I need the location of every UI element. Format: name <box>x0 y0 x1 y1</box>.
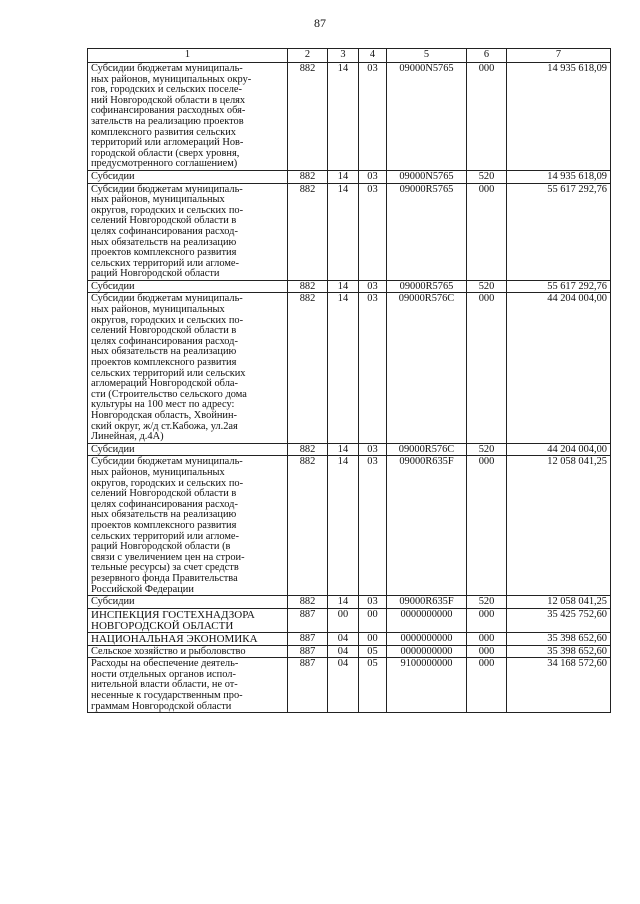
row-expense-type-cell: 000 <box>467 293 507 443</box>
row-section-cell: 14 <box>328 63 359 171</box>
table-row <box>88 658 611 713</box>
row-ministry-cell: 882 <box>288 456 328 596</box>
row-amount-cell: 55 617 292,76 <box>507 183 611 280</box>
row-section-cell: 04 <box>328 658 359 713</box>
row-expense-type-cell: 000 <box>467 183 507 280</box>
row-name-cell: Субсидии <box>88 170 288 183</box>
row-expense-type-cell: 520 <box>467 596 507 609</box>
row-ministry-cell: 887 <box>288 645 328 658</box>
row-name-cell: Субсидии <box>88 280 288 293</box>
row-subsection-cell: 03 <box>359 280 387 293</box>
row-expense-type-cell: 000 <box>467 658 507 713</box>
row-target-article-cell: 09000R5765 <box>387 183 467 280</box>
column-header-name: 1 <box>88 49 288 63</box>
row-ministry-cell: 882 <box>288 293 328 443</box>
row-section-cell: 14 <box>328 183 359 280</box>
row-ministry-cell: 882 <box>288 183 328 280</box>
table-body <box>88 63 611 713</box>
table-row <box>88 645 611 658</box>
row-target-article-cell: 0000000000 <box>387 608 467 632</box>
row-amount-cell: 14 935 618,09 <box>507 170 611 183</box>
table-row <box>88 280 611 293</box>
table-row <box>88 443 611 456</box>
row-name-cell: Субсидии бюджетам муниципаль- ных районов, муниципальных округов, городских и сельских по- селений Новгородской области в целях софинансирования расход- ных обязательств на реализацию проектов комплексного развития сельских территорий или сельских агломераций Новгородской обла- сти (Строительство сельского дома культуры на 100 мест по адресу: Новгородская область, Хвойнин- ский округ, ж/д ст.Кабожа, ул.2ая Линейная, д.4А) <box>88 293 288 443</box>
table-header-row <box>88 49 611 63</box>
row-subsection-cell: 00 <box>359 632 387 645</box>
row-expense-type-cell: 520 <box>467 280 507 293</box>
row-target-article-cell: 09000R5765 <box>387 280 467 293</box>
row-subsection-cell: 03 <box>359 63 387 171</box>
row-target-article-cell: 09000R635F <box>387 596 467 609</box>
row-section-cell: 14 <box>328 456 359 596</box>
row-name-cell: Субсидии <box>88 596 288 609</box>
row-ministry-cell: 882 <box>288 170 328 183</box>
row-section-cell: 04 <box>328 632 359 645</box>
row-subsection-cell: 05 <box>359 658 387 713</box>
column-header-amount: 7 <box>507 49 611 63</box>
row-subsection-cell: 05 <box>359 645 387 658</box>
row-target-article-cell: 0000000000 <box>387 645 467 658</box>
row-subsection-cell: 03 <box>359 596 387 609</box>
row-expense-type-cell: 000 <box>467 632 507 645</box>
row-section-cell: 00 <box>328 608 359 632</box>
row-expense-type-cell: 520 <box>467 443 507 456</box>
row-name-cell: НАЦИОНАЛЬНАЯ ЭКОНОМИКА <box>88 632 288 645</box>
row-ministry-cell: 887 <box>288 608 328 632</box>
row-subsection-cell: 03 <box>359 456 387 596</box>
row-section-cell: 14 <box>328 280 359 293</box>
row-amount-cell: 14 935 618,09 <box>507 63 611 171</box>
column-header-target-article: 5 <box>387 49 467 63</box>
row-amount-cell: 12 058 041,25 <box>507 596 611 609</box>
row-amount-cell: 35 398 652,60 <box>507 645 611 658</box>
row-section-cell: 14 <box>328 170 359 183</box>
row-target-article-cell: 09000N5765 <box>387 63 467 171</box>
row-name-cell: Субсидии бюджетам муниципаль- ных районов, муниципальных окру- гов, городских и сельских поселе- ний Новгородской области в целях софинансирования расходных обя- зательств на реализацию проектов комплексного развития сельских территорий или агломераций Нов- городской области (сверх уровня, предусмотренного соглашением) <box>88 63 288 171</box>
row-amount-cell: 44 204 004,00 <box>507 443 611 456</box>
row-target-article-cell: 09000N5765 <box>387 170 467 183</box>
row-ministry-cell: 887 <box>288 658 328 713</box>
row-amount-cell: 35 398 652,60 <box>507 632 611 645</box>
row-expense-type-cell: 000 <box>467 645 507 658</box>
row-expense-type-cell: 000 <box>467 456 507 596</box>
row-name-cell: Субсидии бюджетам муниципаль- ных районов, муниципальных округов, городских и сельских по- селений Новгородской области в целях софинансирования расход- ных обязательств на реализацию проектов комплексного развития сельских территорий или агломе- раций Новгородской области <box>88 183 288 280</box>
table-row <box>88 632 611 645</box>
row-section-cell: 14 <box>328 596 359 609</box>
row-ministry-cell: 887 <box>288 632 328 645</box>
row-target-article-cell: 9100000000 <box>387 658 467 713</box>
table-row <box>88 608 611 632</box>
table-row <box>88 596 611 609</box>
table-row <box>88 293 611 443</box>
row-name-cell: Субсидии бюджетам муниципаль- ных районов, муниципальных округов, городских и сельских по- селений Новгородской области в целях софинансирования расход- ных обязательств на реализацию проектов комплексного развития сельских территорий или агломе- раций Новгородской области (в связи с увеличением цен на строи- тельные ресурсы) за счет средств резервного фонда Правительства Российской Федерации <box>88 456 288 596</box>
row-amount-cell: 55 617 292,76 <box>507 280 611 293</box>
budget-table <box>87 48 611 713</box>
table-row <box>88 170 611 183</box>
table-row <box>88 456 611 596</box>
row-subsection-cell: 03 <box>359 183 387 280</box>
row-expense-type-cell: 000 <box>467 608 507 632</box>
row-subsection-cell: 03 <box>359 443 387 456</box>
row-amount-cell: 12 058 041,25 <box>507 456 611 596</box>
row-ministry-cell: 882 <box>288 63 328 171</box>
row-expense-type-cell: 520 <box>467 170 507 183</box>
row-target-article-cell: 0000000000 <box>387 632 467 645</box>
column-header-ministry: 2 <box>288 49 328 63</box>
row-section-cell: 04 <box>328 645 359 658</box>
row-amount-cell: 34 168 572,60 <box>507 658 611 713</box>
row-section-cell: 14 <box>328 293 359 443</box>
row-subsection-cell: 03 <box>359 293 387 443</box>
row-amount-cell: 44 204 004,00 <box>507 293 611 443</box>
row-ministry-cell: 882 <box>288 280 328 293</box>
row-section-cell: 14 <box>328 443 359 456</box>
row-name-cell: Сельское хозяйство и рыболовство <box>88 645 288 658</box>
row-name-cell: ИНСПЕКЦИЯ ГОСТЕХНАДЗОРА НОВГОРОДСКОЙ ОБЛАСТИ <box>88 608 288 632</box>
row-subsection-cell: 00 <box>359 608 387 632</box>
row-ministry-cell: 882 <box>288 443 328 456</box>
column-header-section: 3 <box>328 49 359 63</box>
column-header-subsection: 4 <box>359 49 387 63</box>
row-target-article-cell: 09000R576C <box>387 293 467 443</box>
row-target-article-cell: 09000R635F <box>387 456 467 596</box>
row-name-cell: Расходы на обеспечение деятель- ности отдельных органов испол- нительной власти области, не от- несенные к государственным про- граммам Новгородской области <box>88 658 288 713</box>
row-name-cell: Субсидии <box>88 443 288 456</box>
page-number: 87 <box>314 16 326 30</box>
column-header-expense-type: 6 <box>467 49 507 63</box>
table-row <box>88 63 611 171</box>
row-amount-cell: 35 425 752,60 <box>507 608 611 632</box>
row-expense-type-cell: 000 <box>467 63 507 171</box>
table-row <box>88 183 611 280</box>
row-ministry-cell: 882 <box>288 596 328 609</box>
row-target-article-cell: 09000R576C <box>387 443 467 456</box>
row-subsection-cell: 03 <box>359 170 387 183</box>
